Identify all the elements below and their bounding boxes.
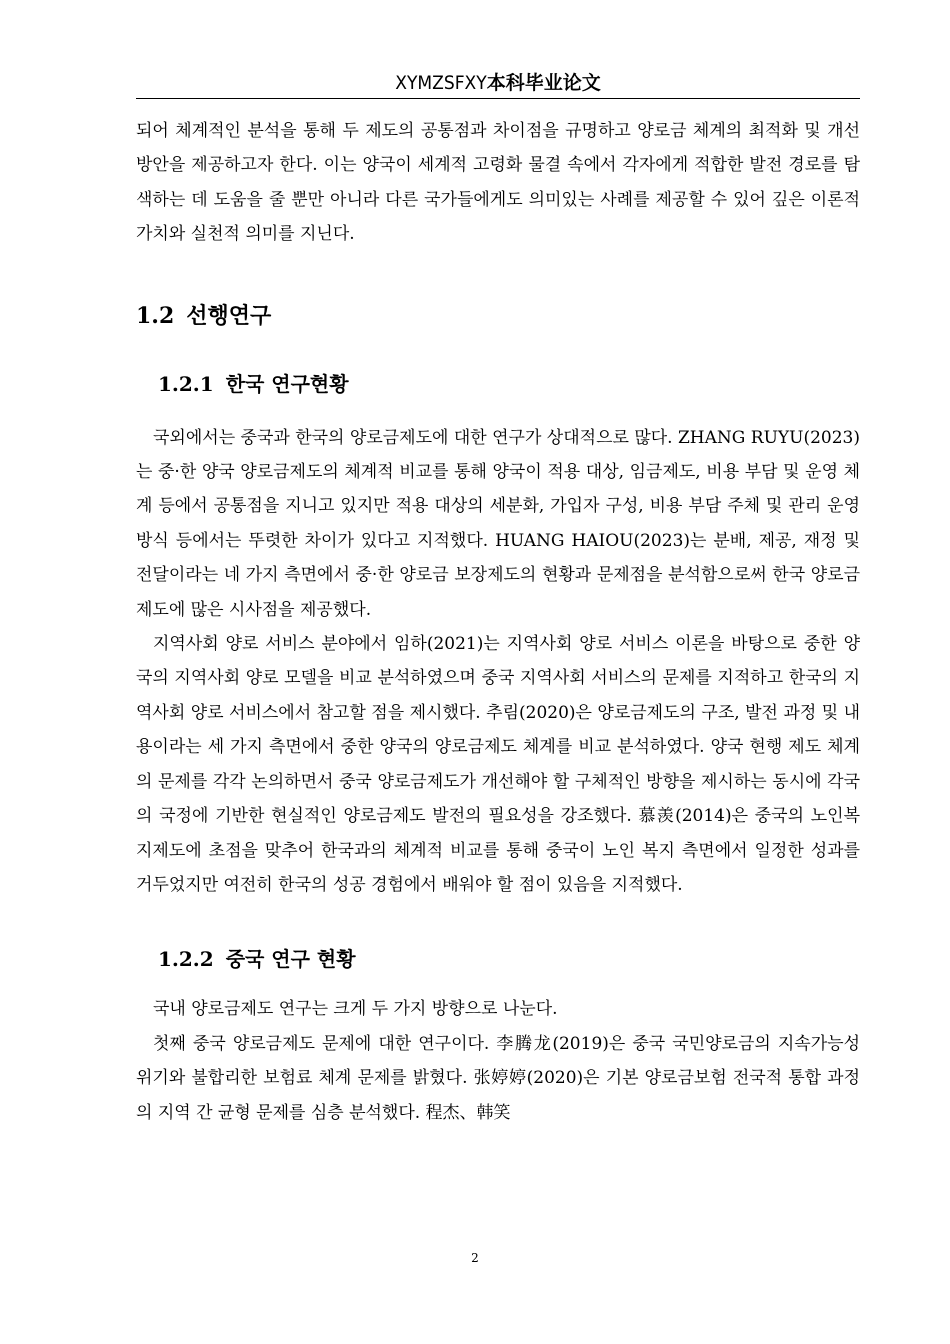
china-research-paragraph-1: 국내 양로금제도 연구는 크게 두 가지 방향으로 나눈다. [153, 999, 558, 1020]
page-body [136, 114, 860, 1130]
china-research-paragraph-2: 첫째 중국 양로금제도 문제에 대한 연구이다. 李腾龙(2019)은 중국 국민양로금의 지속가능성 위기와 불합리한 보험료 체계 문제를 밝혔다. 张婷婷(2020)은 기본 양로금보험 전국적 통합 과정의 지역 간 균형 문제를 심층 분석했다. 程杰、韩笑 [136, 1033, 860, 1123]
header-thesis-label: 本科毕业论文 [486, 72, 601, 94]
subsection-number: 1.2.2 [158, 947, 214, 972]
header-latin-code: XYMZSFXY [395, 72, 487, 94]
section-number: 1.2 [136, 302, 175, 329]
korea-research-paragraph-2: 지역사회 양로 서비스 분야에서 임하(2021)는 지역사회 양로 서비스 이론을 바탕으로 중한 양국의 지역사회 양로 모델을 비교 분석하였으며 중국 지역사회 서비스의 문제를 지적하고 한국의 지역사회 양로 서비스에서 참고할 점을 제시했다. 추림(2020)은 양로금제도의 구조, 발전 과정 및 내용이라는 세 가지 측면에서 중한 양국의 양로금제도 체계를 비교 분석하였다. 양국 현행 제도 체계의 문제를 각각 논의하면서 중국 양로금제도가 개선해야 할 구체적인 방향을 제시하는 동시에 각국의 국정에 기반한 현실적인 양로금제도 발전의 필요성을 강조했다. 慕羡(2014)은 중국의 노인복지제도에 초점을 맞추어 한국과의 체계적 비교를 통해 중국이 노인 복지 측면에서 일정한 성과를 거두었지만 여전히 한국의 성공 경험에서 배워야 할 점이 있음을 지적했다. [136, 634, 860, 895]
page-number: 2 [471, 1251, 479, 1265]
section-title: 선행연구 [186, 302, 272, 329]
intro-continuation-paragraph: 되어 체계적인 분석을 통해 두 제도의 공통점과 차이점을 규명하고 양로금 체계의 최적화 및 개선 방안을 제공하고자 한다. 이는 양국이 세계적 고령화 물결 속에서 각자에게 적합한 발전 경로를 탐색하는 데 도움을 줄 뿐만 아니라 다른 국가들에게도 의미있는 사례를 제공할 수 있어 깊은 이론적 가치와 실천적 의미를 지닌다. [136, 121, 860, 245]
subsection-heading-1-2-2 [136, 942, 860, 976]
subsection-title: 중국 연구 현황 [225, 947, 356, 972]
running-header [136, 68, 860, 98]
section-heading-1-2 [136, 299, 860, 333]
subsection-title: 한국 연구현황 [225, 371, 349, 396]
korea-research-paragraph-1: 국외에서는 중국과 한국의 양로금제도에 대한 연구가 상대적으로 많다. ZHANG RUYU(2023)는 중·한 양국 양로금제도의 체계적 비교를 통해 양국이 적용 대상, 임금제도, 비용 부담 및 운영 체계 등에서 공통점을 지니고 있지만 적용 대상의 세분화, 가입자 구성, 비용 부담 주체 및 관리 운영 방식 등에서는 뚜렷한 차이가 있다고 지적했다. HUANG HAIOU(2023)는 분배, 제공, 재정 및 전달이라는 네 가지 측면에서 중·한 양로금 보장제도의 현황과 문제점을 분석함으로써 한국 양로금제도에 많은 시사점을 제공했다. [136, 427, 860, 620]
header-rule [136, 98, 860, 99]
subsection-heading-1-2-1 [136, 367, 860, 401]
subsection-number: 1.2.1 [158, 371, 214, 396]
